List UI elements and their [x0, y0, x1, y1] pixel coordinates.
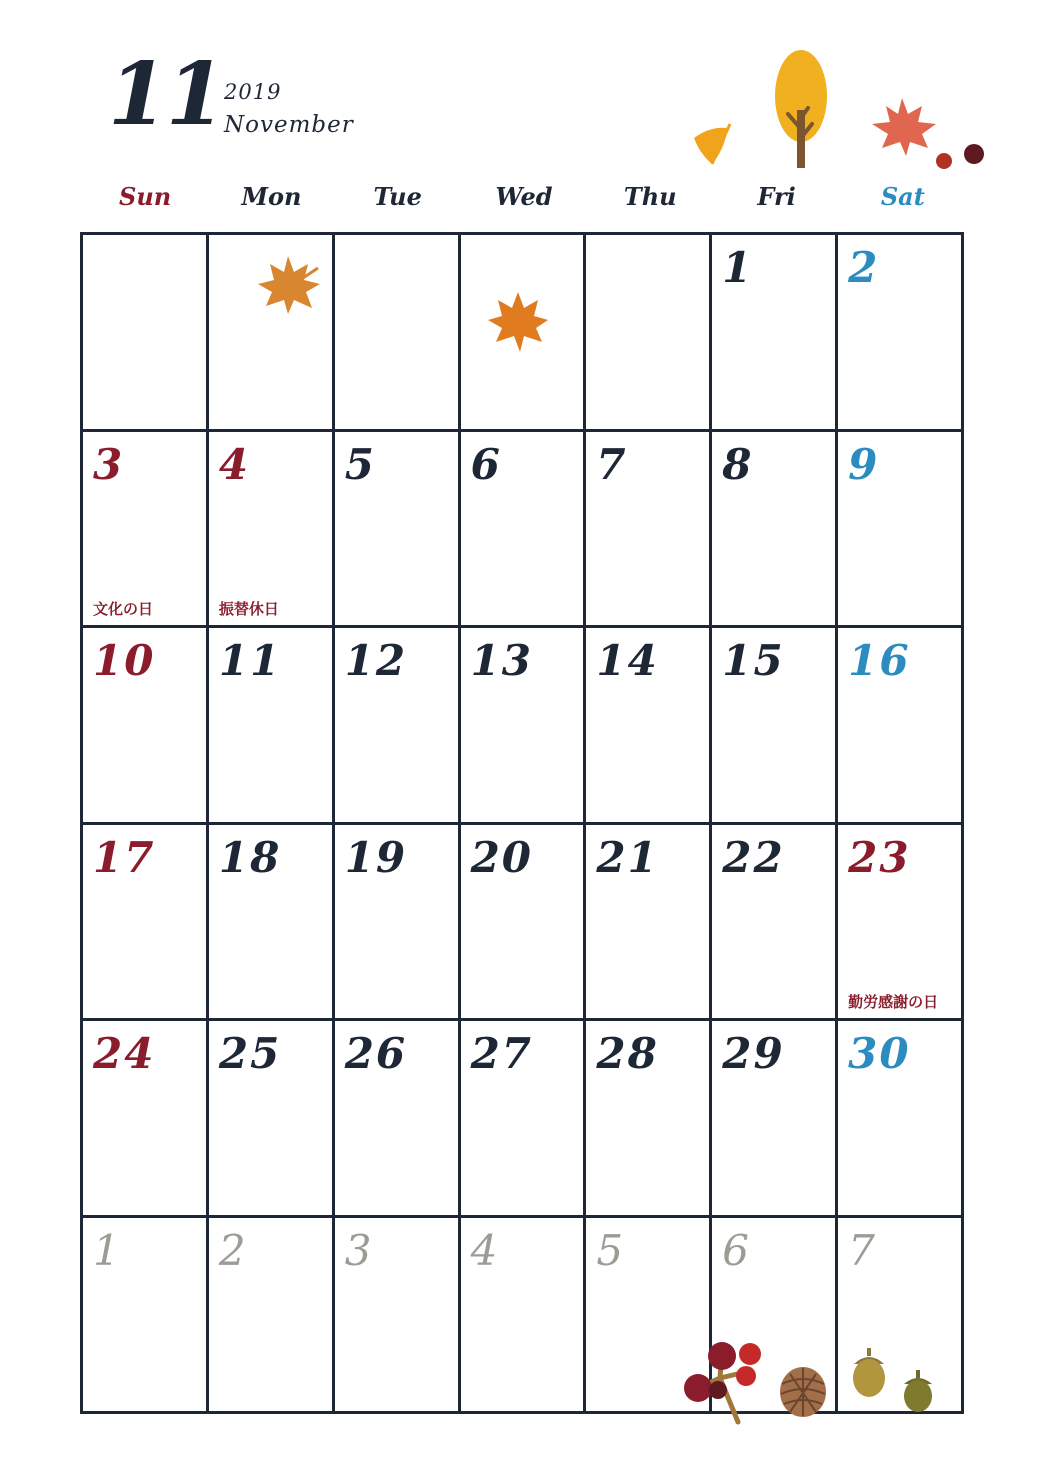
- acorn-icon: [900, 1368, 936, 1414]
- day-number: 3: [93, 439, 125, 489]
- day-cell[interactable]: [209, 432, 335, 629]
- day-cell[interactable]: [586, 628, 712, 825]
- day-number: 28: [596, 1029, 659, 1078]
- day-number: 13: [470, 636, 534, 685]
- day-cell[interactable]: [461, 1021, 587, 1218]
- acorn-icon: [848, 1344, 890, 1400]
- day-number: 22: [722, 832, 785, 882]
- day-cell[interactable]: [335, 235, 461, 432]
- calendar-grid: [80, 232, 964, 1414]
- day-cell[interactable]: [209, 628, 335, 825]
- day-number: 5: [344, 439, 376, 489]
- day-cell[interactable]: [83, 1021, 209, 1218]
- day-cell[interactable]: [838, 825, 964, 1022]
- day-cell[interactable]: [209, 1218, 335, 1415]
- day-cell[interactable]: [209, 1021, 335, 1218]
- day-cell[interactable]: [712, 432, 838, 629]
- maple-leaf-icon: [870, 96, 940, 158]
- day-number: 15: [722, 636, 785, 685]
- holiday-label: 勤労感謝の日: [848, 993, 939, 1011]
- day-number: 2: [218, 1225, 248, 1275]
- day-number: 17: [93, 832, 156, 882]
- day-number: 30: [848, 1029, 911, 1078]
- day-number: 14: [596, 636, 659, 685]
- day-number: 2: [848, 243, 880, 292]
- day-number: 8: [722, 439, 754, 489]
- day-cell[interactable]: [461, 1218, 587, 1415]
- day-cell[interactable]: [586, 235, 712, 432]
- day-cell[interactable]: [335, 628, 461, 825]
- berries-icon: [680, 1338, 772, 1428]
- day-number: 16: [848, 636, 911, 685]
- day-cell[interactable]: [838, 1021, 964, 1218]
- day-number: 27: [470, 1029, 534, 1078]
- day-cell[interactable]: [335, 1021, 461, 1218]
- tree-icon: [772, 48, 832, 172]
- day-cell[interactable]: [838, 432, 964, 629]
- day-cell[interactable]: [712, 235, 838, 432]
- maple-leaf-icon: [258, 252, 324, 318]
- month-name: November: [224, 112, 354, 138]
- weekday-tue: Tue: [373, 182, 422, 211]
- day-cell[interactable]: [461, 628, 587, 825]
- day-cell[interactable]: [83, 628, 209, 825]
- weekday-header: [82, 182, 966, 218]
- day-number: 1: [93, 1225, 122, 1275]
- day-cell[interactable]: [712, 1021, 838, 1218]
- day-cell[interactable]: [586, 432, 712, 629]
- day-cell[interactable]: [838, 235, 964, 432]
- day-number: 6: [470, 439, 502, 489]
- day-number: 18: [218, 832, 282, 882]
- day-number: 19: [344, 832, 408, 882]
- day-number: 1: [722, 243, 754, 292]
- day-cell[interactable]: [838, 628, 964, 825]
- day-cell[interactable]: [335, 1218, 461, 1415]
- day-cell[interactable]: [712, 628, 838, 825]
- day-number: 3: [344, 1225, 374, 1275]
- day-number: 9: [848, 439, 880, 489]
- day-cell[interactable]: [586, 1021, 712, 1218]
- day-number: 23: [848, 832, 911, 882]
- day-number: 21: [596, 832, 659, 882]
- day-number: 7: [848, 1225, 877, 1275]
- day-cell[interactable]: [83, 235, 209, 432]
- ginkgo-leaf-icon: [690, 120, 740, 170]
- weekday-mon: Mon: [241, 182, 302, 211]
- day-cell[interactable]: [209, 825, 335, 1022]
- day-number: 6: [722, 1225, 752, 1275]
- pinecone-icon: [778, 1366, 828, 1418]
- day-number: 5: [596, 1225, 626, 1275]
- month-number: 11: [108, 44, 224, 145]
- berries-icon: [934, 140, 990, 174]
- day-number: 4: [218, 439, 251, 489]
- day-number: 11: [218, 636, 282, 685]
- day-number: 7: [596, 439, 628, 489]
- day-cell[interactable]: [335, 825, 461, 1022]
- day-number: 26: [344, 1029, 408, 1078]
- day-cell[interactable]: [335, 432, 461, 629]
- day-cell[interactable]: [586, 825, 712, 1022]
- day-number: 10: [93, 636, 156, 685]
- weekday-fri: Fri: [757, 182, 796, 211]
- day-cell[interactable]: [83, 825, 209, 1022]
- day-cell[interactable]: [461, 825, 587, 1022]
- day-cell[interactable]: [712, 825, 838, 1022]
- holiday-label: 文化の日: [93, 600, 154, 618]
- day-cell[interactable]: [461, 432, 587, 629]
- weekday-wed: Wed: [495, 182, 553, 211]
- day-number: 4: [470, 1225, 500, 1275]
- day-cell[interactable]: [83, 1218, 209, 1415]
- weekday-sun: Sun: [119, 182, 172, 211]
- day-number: 25: [218, 1029, 282, 1078]
- day-number: 20: [470, 832, 534, 882]
- year-label: 2019: [224, 80, 282, 104]
- day-number: 29: [722, 1029, 785, 1078]
- day-number: 24: [93, 1029, 156, 1078]
- day-number: 12: [344, 636, 408, 685]
- weekday-thu: Thu: [623, 182, 677, 211]
- holiday-label: 振替休日: [218, 600, 279, 618]
- weekday-sat: Sat: [880, 182, 925, 211]
- day-cell[interactable]: [83, 432, 209, 629]
- maple-leaf-icon: [486, 290, 550, 354]
